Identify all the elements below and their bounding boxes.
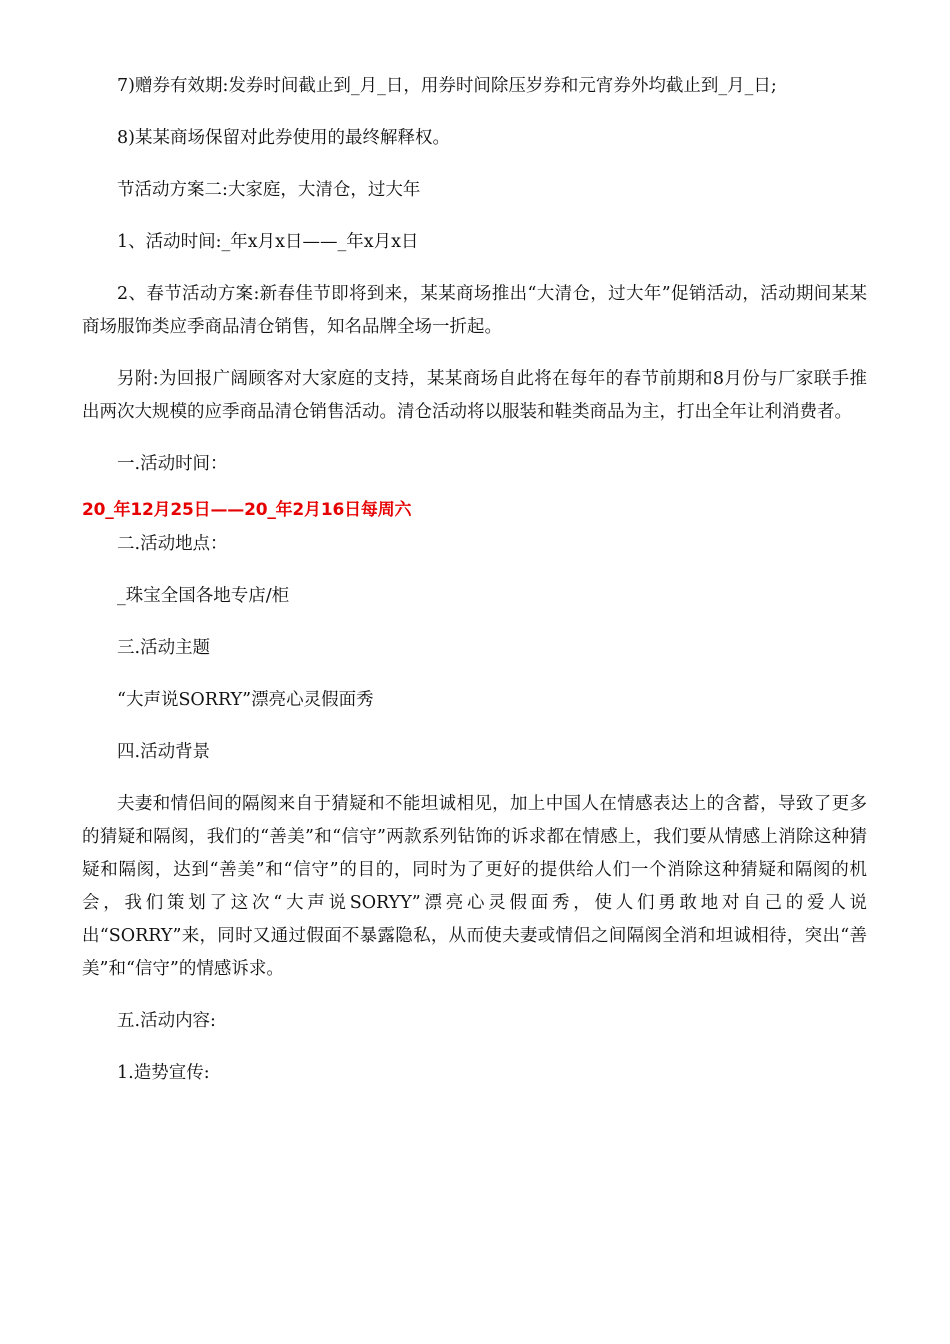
paragraph-location: _珠宝全国各地专店/柜 — [117, 586, 290, 606]
paragraph-background: 夫妻和情侣间的隔阂来自于猜疑和不能坦诚相见，加上中国人在情感表达上的含蓄，导致了更多的猜疑和隔阂，我们的“善美”和“信守”两款系列钻饰的诉求都在情感上，我们要从情感上消除这种猜疑和隔阂，达到“善美”和“信守”的目的，同时为了更好的提供给人们一个消除这种猜疑和隔阂的机会，我们策划了这次“大声说SORYY”漂亮心灵假面秀，使人们勇敢地对自己的爱人说出“SORRY”来，同时又通过假面不暴露隐私，从而使夫妻或情侣之间隔阂全消和坦诚相待，突出“善美”和“信守”的情感诉求。 — [82, 794, 867, 979]
paragraph-activity-time: 1、活动时间:_年x月x日——_年x月x日 — [117, 232, 419, 252]
section-heading-background: 四.活动背景 — [117, 742, 211, 762]
section-heading-location: 二.活动地点： — [117, 534, 228, 554]
section-heading-time: 一.活动时间： — [117, 454, 228, 474]
paragraph-coupon-validity: 7)赠券有效期:发券时间截止到_月_日，用券时间除压岁券和元宵券外均截止到_月_日; — [117, 76, 777, 96]
paragraph-appendix: 另附:为回报广阔顾客对大家庭的支持，某某商场自此将在每年的春节前期和8月份与厂家联手推出两次大规模的应季商品清仓销售活动。清仓活动将以服装和鞋类商品为主，打出全年让利消费者。 — [82, 369, 867, 422]
paragraph-theme: “大声说SORRY”漂亮心灵假面秀 — [117, 690, 374, 710]
paragraph-spring-festival-plan: 2、春节活动方案:新春佳节即将到来，某某商场推出“大清仓，过大年”促销活动，活动期间某某商场服饰类应季商品清仓销售，知名品牌全场一折起。 — [82, 284, 867, 337]
document-body — [82, 70, 867, 1109]
paragraph-interpretation-right: 8)某某商场保留对此券使用的最终解释权。 — [117, 128, 450, 148]
section-heading-theme: 三.活动主题 — [117, 638, 211, 658]
paragraph-publicity: 1.造势宣传: — [117, 1063, 210, 1083]
section-heading-content: 五.活动内容: — [117, 1011, 216, 1031]
paragraph-plan-two-title: 节活动方案二:大家庭，大清仓，过大年 — [117, 180, 421, 200]
highlighted-date-range: 20_年12月25日——20_年2月16日每周六 — [82, 500, 412, 520]
